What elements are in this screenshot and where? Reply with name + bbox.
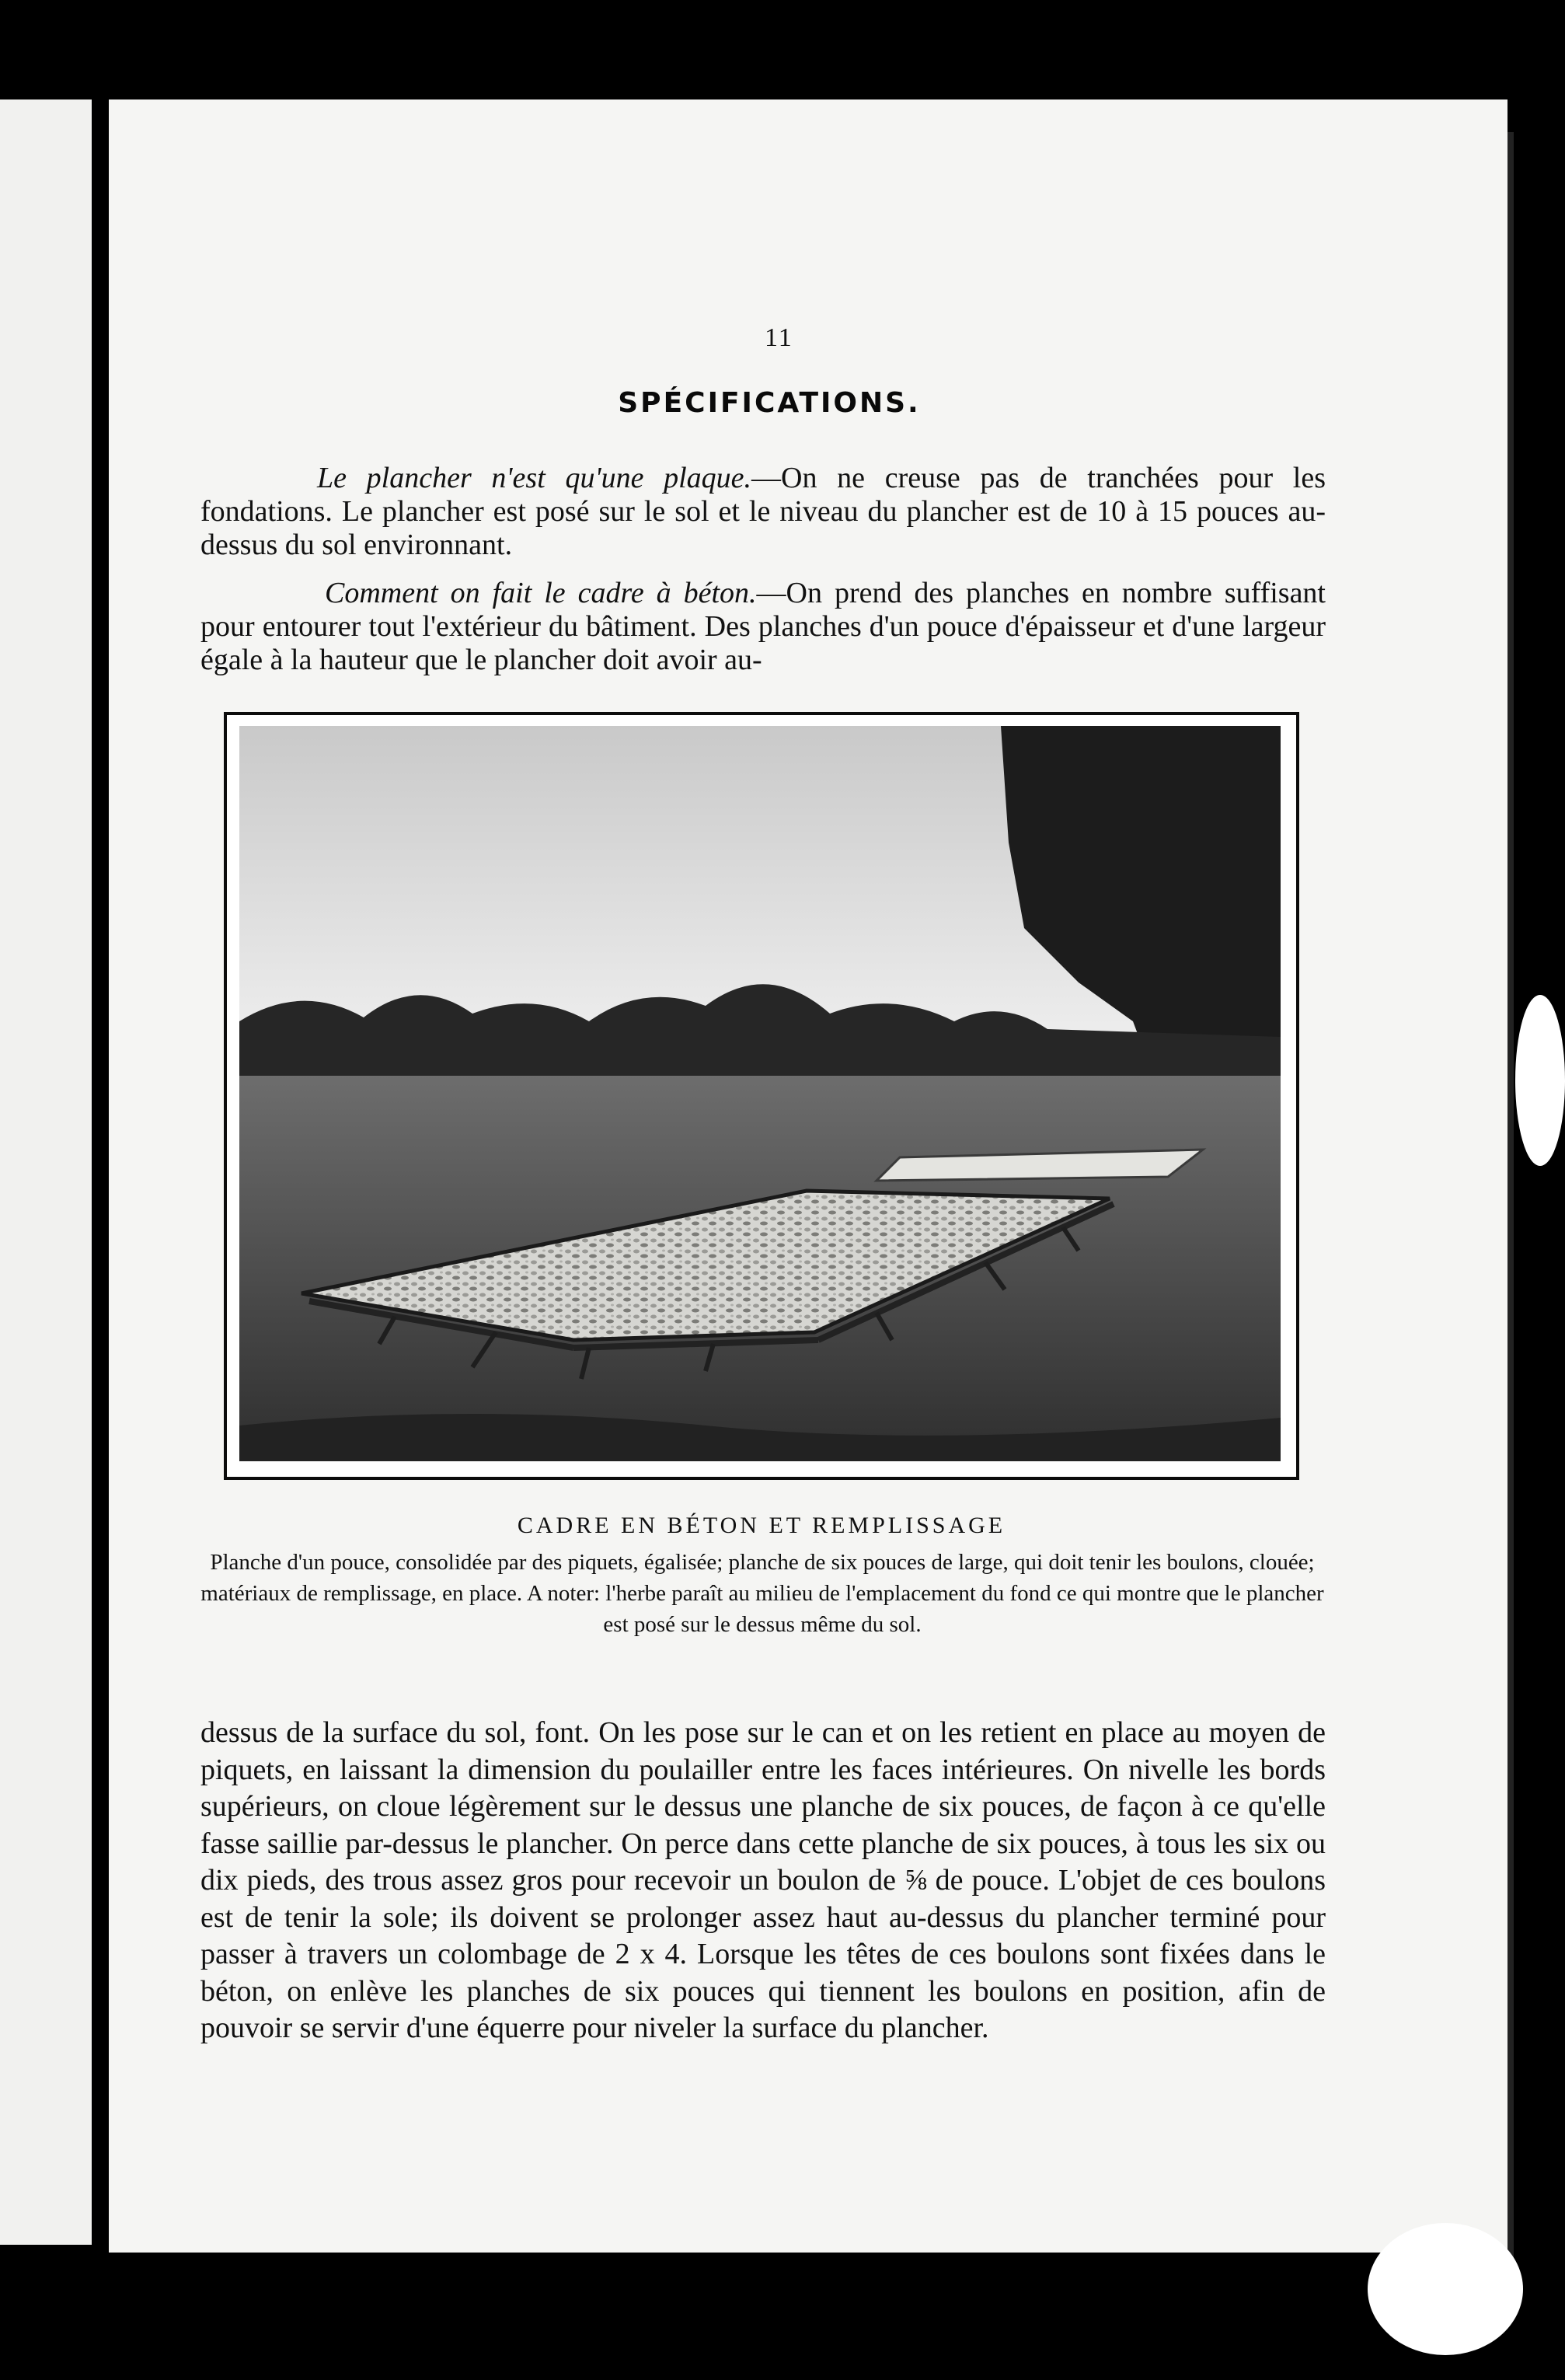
- figure-photo-frame: [224, 712, 1299, 1480]
- paper-damage-spot: [1515, 995, 1565, 1166]
- paragraph-lead: Le plancher n'est qu'une plaque.: [317, 462, 752, 494]
- paragraph-floor-slab: [200, 462, 1326, 562]
- paragraph-bolts-and-leveling: [200, 1715, 1326, 2047]
- figure-caption-title: CADRE EN BÉTON ET REMPLISSAGE: [517, 1513, 1006, 1538]
- paragraph-text: —On ne creuse pas de tranchées pour les fondations. Le plancher est posé sur le sol et le niveau du plancher est de 10 à 15 pouces au-dessus du sol environnant.: [200, 462, 1326, 561]
- paragraph-lead: Comment on fait le cadre à béton.: [325, 577, 757, 609]
- paragraph-text: —On prend des planches en nombre suffisant pour entourer tout l'extérieur du bâtiment. Des planches d'un pouce d'épaisseur et d'une largeur égale à la hauteur que le plancher doit avoir au-: [200, 577, 1326, 676]
- page-heading: SPÉCIFICATIONS.: [618, 387, 921, 419]
- paper-damage-spot: [1368, 2223, 1523, 2355]
- figure-caption-body: Planche d'un pouce, consolidée par des piquets, égalisée; planche de six pouces de large, qui doit tenir les boulons, clouée; matériaux de remplissage, en place. A noter: l'herbe paraît au milieu de l'emplacement du fond ce qui montre que le plancher est posé sur le dessus même du sol.: [200, 1550, 1324, 1637]
- figure-photo: [239, 726, 1281, 1461]
- left-facing-page-edge: [0, 99, 92, 2245]
- paragraph-text: dessus de la surface du sol, font. On les pose sur le can et on les retient en place au moyen de piquets, en laissant la dimension du poulailler entre les faces intérieures. On nivelle les bords supérieurs, on cloue légèrement sur le dessus une planche de six pouces, de façon à ce qu'elle fasse saillie par-dessus le plancher. On perce dans cette planche de six pouces, à tous les six ou dix pieds, des trous assez gros pour recevoir un boulon de ⅝ de pouce. L'objet de ces boulons est de tenir la sole; ils doivent se prolonger assez haut au-dessus du plancher terminé pour passer à travers un colombage de 2 x 4. Lorsque les têtes de ces boulons sont fixées dans le béton, on enlève les planches de six pouces qui tiennent les boulons en position, afin de pouvoir se servir d'une équerre pour niveler la surface du plancher.: [200, 1716, 1326, 2044]
- paragraph-concrete-frame: [200, 577, 1326, 677]
- page-number: 11: [765, 323, 793, 352]
